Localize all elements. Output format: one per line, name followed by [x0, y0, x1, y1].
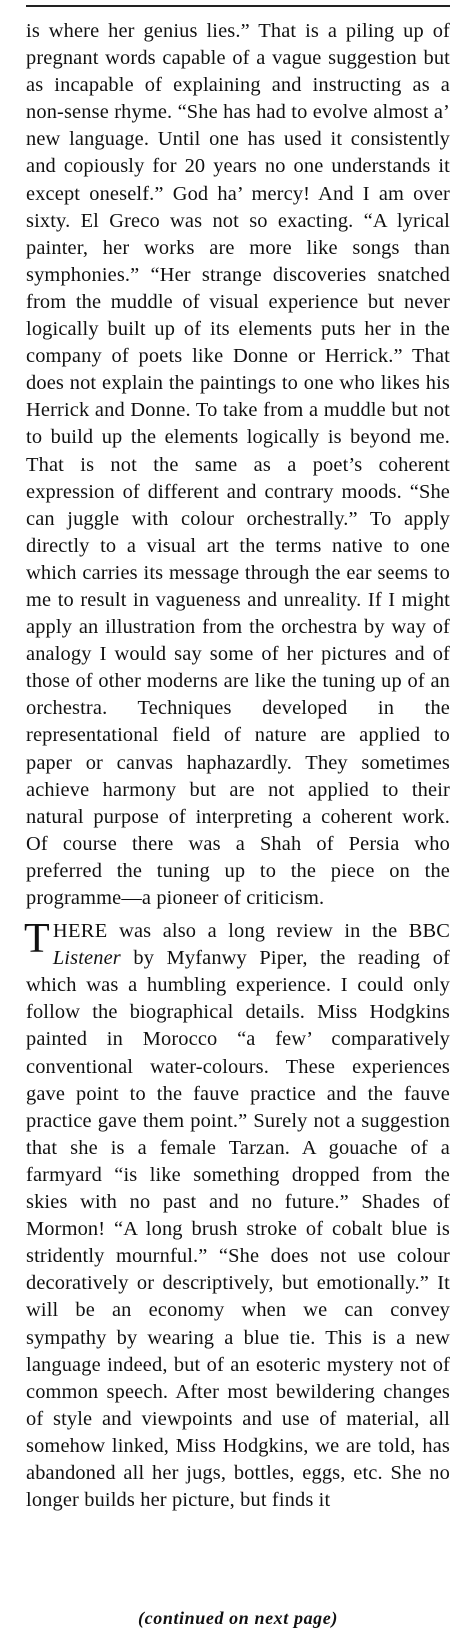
- paragraph-1: is where her genius lies.” That is a piling up of pregnant words capable of a vague suggestion but as incapable of explaining and instructing as a non-sense rhyme. “She has had to evolve almost a’ new language. Until one has used it consistently and copiously for 20 years no one understands it except oneself.” God ha’ mercy! And I am over sixty. El Greco was not so exacting. “A lyrical painter, her works are more like songs than symphonies.” “Her strange discoveries snatched from the muddle of visual experience but never logically built up of its elements puts her in the company of poets like Donne or Herrick.” That does not explain the paintings to one who likes his Herrick and Donne. To take from a muddle but not to build up the elements logically is beyond me. That is not the same as a poet’s coherent expression of different and contrary moods. “She can juggle with colour orchestrally.” To apply directly to a visual art the terms native to one which carries its message through the ear seems to me to result in vagueness and unreality. If I might apply an illustration from the orchestra by way of analogy I would say some of her pictures and of those of other moderns are like the tuning up of an orchestra. Techniques developed in the representational field of nature are applied to paper or canvas haphazardly. They sometimes achieve harmony but are not applied to their natural purpose of interpreting a coherent work. Of course there was a Shah of Persia who preferred the tuning up to the piece on the programme—a pioneer of criticism.: [26, 20, 450, 909]
- lead-word: HERE: [52, 920, 108, 943]
- paragraph-2-text-a: was also a long review in the BBC: [107, 920, 450, 943]
- continued-note: (continued on next page): [138, 1608, 338, 1628]
- drop-cap: T: [24, 916, 50, 963]
- article-column: [26, 18, 450, 1514]
- top-rule: [26, 5, 450, 7]
- publication-title: Listener: [52, 947, 121, 970]
- paragraph-2-text-b: by Myfanwy Piper, the reading of which was a humbling experience. I could only follow the biographical details. Miss Hodgkins painted in Morocco “a few’ comparatively conventional water-colours. These experiences gave point to the fauve practice and the fauve practice gave them point.” Surely not a suggestion that she is a female Tarzan. A gouache of a farmyard “is like something dropped from the skies with no past and no future.” Shades of Mormon! “A long brush stroke of cobalt blue is stridently mournful.” “She does not use colour decoratively or descriptively, but emotionally.” It will be an economy when we can convey sympathy by wearing a blue tie. This is a new language indeed, but of an esoteric mystery not of common speech. After most bewildering changes of style and viewpoints and use of material, all somehow linked, Miss Hodgkins, we are told, has abandoned all her jugs, bottles, eggs, etc. She no longer builds her picture, but finds it: [26, 947, 450, 1512]
- paragraph-2: [26, 918, 450, 1514]
